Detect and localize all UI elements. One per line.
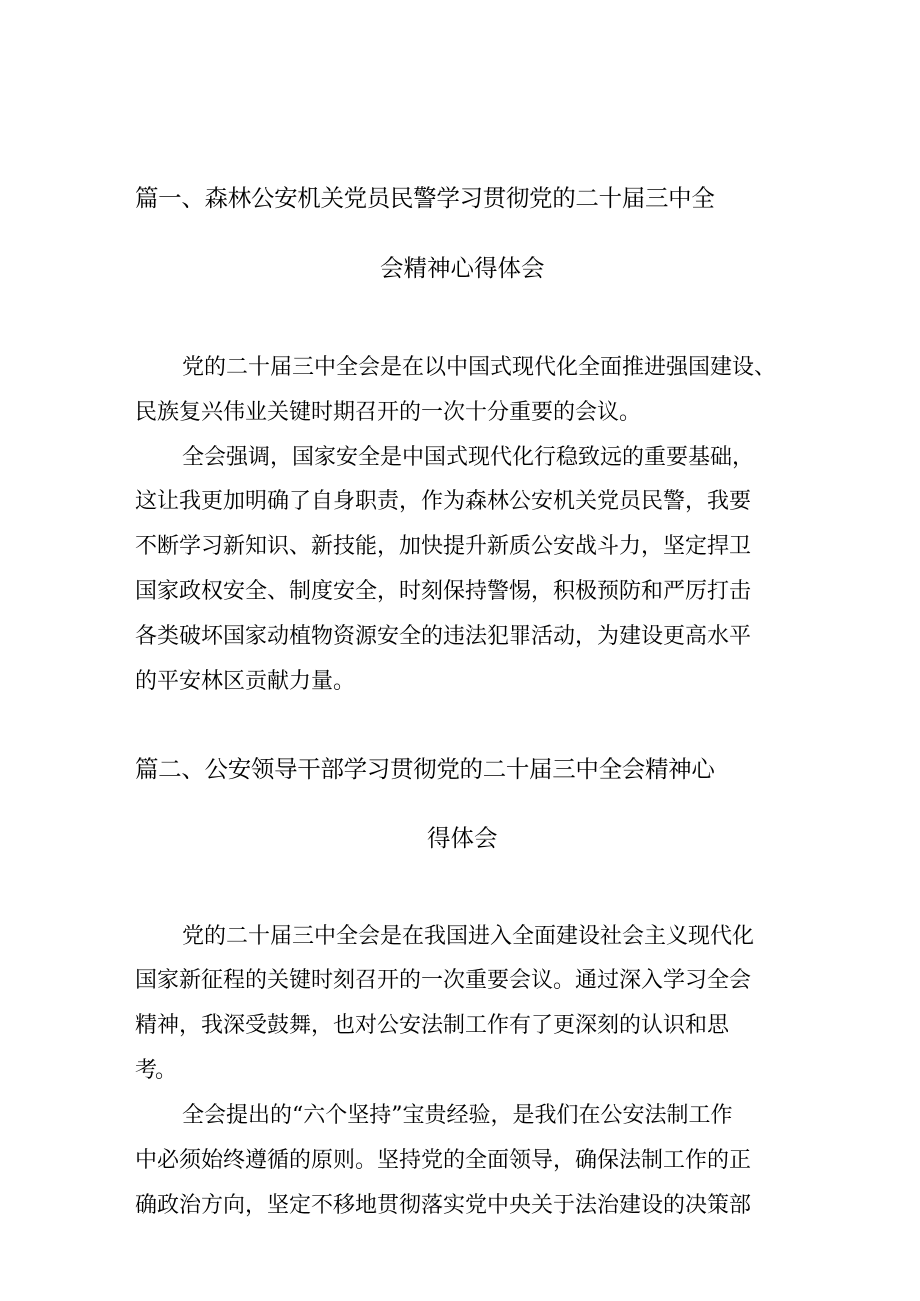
article-2-body-line-5: 全会提出的“六个坚持”宝贵经验，是我们在公安法制工作 xyxy=(182,1103,733,1128)
article-1-body-line-2: 民族复兴伟业关键时期召开的一次十分重要的会议。 xyxy=(135,400,642,425)
article-2-title-line-2: 得体会 xyxy=(427,824,498,852)
article-1-body-line-6: 国家政权安全、制度安全，时刻保持警惕，积极预防和严厉打击 xyxy=(135,579,752,604)
article-2-body-line-7: 确政治方向，坚定不移地贯彻落实党中央关于法治建设的决策部 xyxy=(135,1193,752,1218)
article-1-body-line-7: 各类破坏国家动植物资源安全的违法犯罪活动，为建设更高水平 xyxy=(135,624,752,649)
article-2-body-line-2: 国家新征程的关键时刻召开的一次重要会议。通过深入学习全会 xyxy=(135,968,752,993)
article-1-body-line-8: 的平安林区贡献力量。 xyxy=(135,669,356,694)
article-1-body-line-5: 不断学习新知识、新技能，加快提升新质公安战斗力，坚定捍卫 xyxy=(135,534,752,559)
article-1-title-line-2: 会精神心得体会 xyxy=(380,254,545,282)
article-1-body-line-3: 全会强调，国家安全是中国式现代化行稳致远的重要基础， xyxy=(182,445,755,470)
article-2-body-line-6: 中必须始终遵循的原则。坚持党的全面领导，确保法制工作的正 xyxy=(135,1148,752,1173)
article-2-body-line-3: 精神，我深受鼓舞，也对公安法制工作有了更深刻的认识和思 xyxy=(135,1013,730,1038)
article-1-body-line-4: 这让我更加明确了自身职责，作为森林公安机关党员民警，我要 xyxy=(135,489,752,514)
article-2-title-line-1: 篇二、公安领导干部学习贯彻党的二十届三中全会精神心 xyxy=(135,755,715,783)
article-1-title-line-1: 篇一、森林公安机关党员民警学习贯彻党的二十届三中全 xyxy=(135,184,715,212)
article-1-body-line-1: 党的二十届三中全会是在以中国式现代化全面推进强国建设、 xyxy=(182,355,777,380)
article-2-body-line-1: 党的二十届三中全会是在我国进入全面建设社会主义现代化 xyxy=(182,924,755,949)
article-2-body-line-4: 考。 xyxy=(135,1058,176,1083)
